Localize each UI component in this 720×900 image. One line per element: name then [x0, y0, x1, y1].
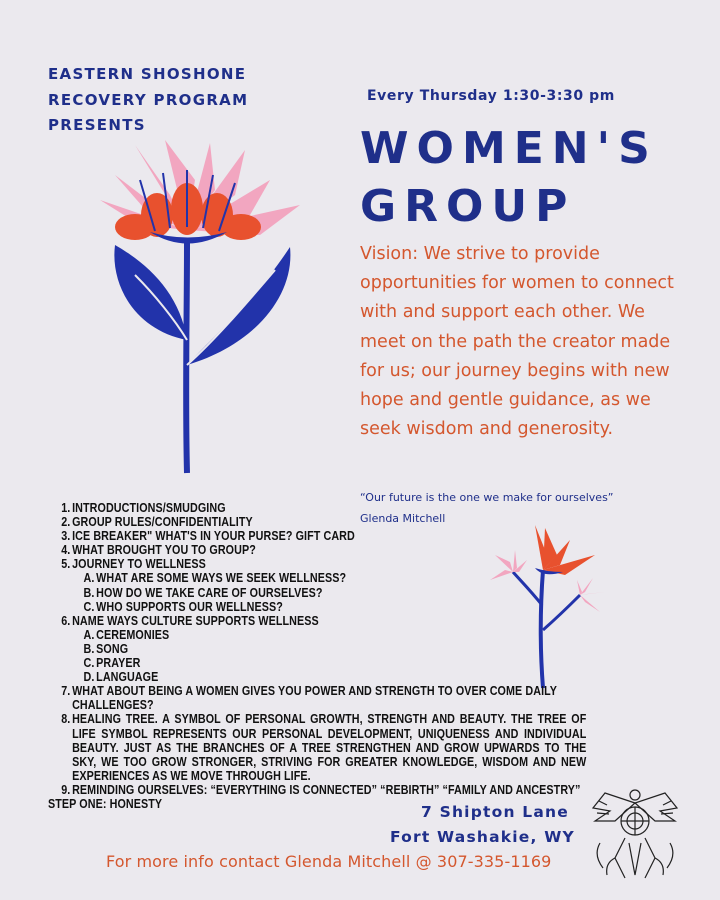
agenda-subitem-letter: C. [83, 599, 95, 614]
quote-author: Glenda Mitchell [360, 512, 446, 525]
agenda-item-text: INTRODUCTIONS/SMUDGING [72, 501, 226, 515]
agenda-item-text: ICE BREAKER" WHAT'S IN YOUR PURSE? GIFT CARD [72, 529, 355, 544]
agenda-subitem-text: WHO SUPPORTS OUR WELLNESS? [96, 599, 283, 614]
agenda-subitem-text: LANGUAGE [96, 670, 159, 685]
agenda-subitem [48, 656, 586, 670]
agenda-subitem [48, 600, 586, 614]
agenda-subitem [48, 571, 586, 585]
agenda-list [48, 501, 586, 811]
agenda-item-number: 1. [61, 501, 71, 515]
agenda-item [48, 783, 586, 797]
agenda-item-number: 7. [61, 684, 71, 699]
agenda-item [48, 684, 586, 712]
contact-info: For more info contact Glenda Mitchell @ 307-335-1169 [106, 852, 552, 871]
agenda-item [48, 557, 586, 571]
presenter-line: EASTERN SHOSHONE [48, 65, 247, 83]
agenda-item-text: REMINDING OURSELVES: “EVERYTHING IS CONNECTED” “REBIRTH” “FAMILY AND ANCESTRY” [72, 782, 581, 797]
agenda-subitem [48, 670, 586, 684]
agenda-subitem-letter: D. [83, 670, 95, 685]
agenda-subitem-letter: B. [83, 585, 95, 600]
agenda-item [48, 712, 586, 782]
agenda-subitem-letter: C. [83, 656, 95, 671]
agenda-subitem-text: SONG [96, 641, 129, 656]
page-title-line2: GROUP [360, 181, 576, 232]
agenda-subitem-text: HOW DO WE TAKE CARE OF OURSELVES? [96, 585, 323, 600]
agenda-subitem-letter: B. [83, 641, 95, 656]
agenda-item-text: JOURNEY TO WELLNESS [72, 557, 206, 572]
presenter-block [48, 62, 248, 139]
agenda-subitem-letter: A. [83, 571, 95, 586]
agenda-item-number: 3. [61, 529, 71, 544]
address-city: Fort Washakie, WY [390, 828, 575, 846]
agenda-item-text: WHAT BROUGHT YOU TO GROUP? [72, 543, 256, 558]
agenda-item-text: WHAT ABOUT BEING A WOMEN GIVES YOU POWER AND STRENGTH TO OVER COME DAILY CHALLENGES? [72, 684, 557, 713]
agenda-subitem [48, 628, 586, 642]
agenda-item-text: HEALING TREE. A SYMBOL OF PERSONAL GROWTH, STRENGTH AND BEAUTY. THE TREE OF LIFE SYMBOL REPRESENTS OUR PERSONAL DEVELOPMENT, UNIQUENESS AND INDIVIDUAL BEAUTY. JUST AS THE BRANCHES OF A TREE STRENGTHEN AND GROW UPWARDS TO THE SKY, WE TOO GROW STRONGER, STRIVING FOR GREATER KNOWLEDGE, WISDOM AND NEW EXPERIENCES AS WE MOVE THROUGH LIFE. [72, 712, 587, 783]
agenda-item [48, 529, 586, 543]
page-title-line1: WOMEN'S [360, 123, 658, 174]
flower-illustration-large [95, 135, 310, 475]
presenter-line: PRESENTS [48, 116, 146, 134]
schedule-text: Every Thursday 1:30-3:30 pm [367, 88, 615, 104]
agenda-item-number: 8. [61, 712, 71, 727]
agenda-item-number: 5. [61, 557, 71, 572]
agenda-subitem [48, 642, 586, 656]
address-street: 7 Shipton Lane [421, 803, 569, 821]
presenter-line: RECOVERY PROGRAM [48, 90, 249, 109]
agenda-item [48, 515, 586, 529]
agenda-subitem [48, 586, 586, 600]
agenda-item-number: 4. [61, 543, 71, 558]
tribal-emblem-icon [585, 783, 685, 883]
agenda-item-number: 6. [61, 613, 71, 628]
agenda-item [48, 614, 586, 628]
quote-text: “Our future is the one we make for ourselves” [360, 491, 614, 504]
agenda-footer: STEP ONE: HONESTY [48, 796, 163, 811]
agenda-item-number: 2. [61, 515, 71, 530]
agenda-subitem-text: PRAYER [96, 656, 141, 671]
vision-statement: Vision: We strive to provide opportunities for women to connect with and support each other. We meet on the path the creator made for us; our journey begins with new hope and gentle guidance, as we seek wisdom and generosity. [360, 244, 674, 440]
agenda-item-text: GROUP RULES/CONFIDENTIALITY [72, 515, 253, 530]
agenda-subitem-text: WHAT ARE SOME WAYS WE SEEK WELLNESS? [96, 571, 347, 586]
agenda-item [48, 543, 586, 557]
agenda-item-number: 9. [61, 782, 71, 797]
agenda-subitem-letter: A. [83, 627, 95, 642]
agenda-item-text: NAME WAYS CULTURE SUPPORTS WELLNESS [72, 613, 319, 628]
agenda-item [48, 501, 586, 515]
agenda-subitem-text: CEREMONIES [96, 627, 170, 642]
